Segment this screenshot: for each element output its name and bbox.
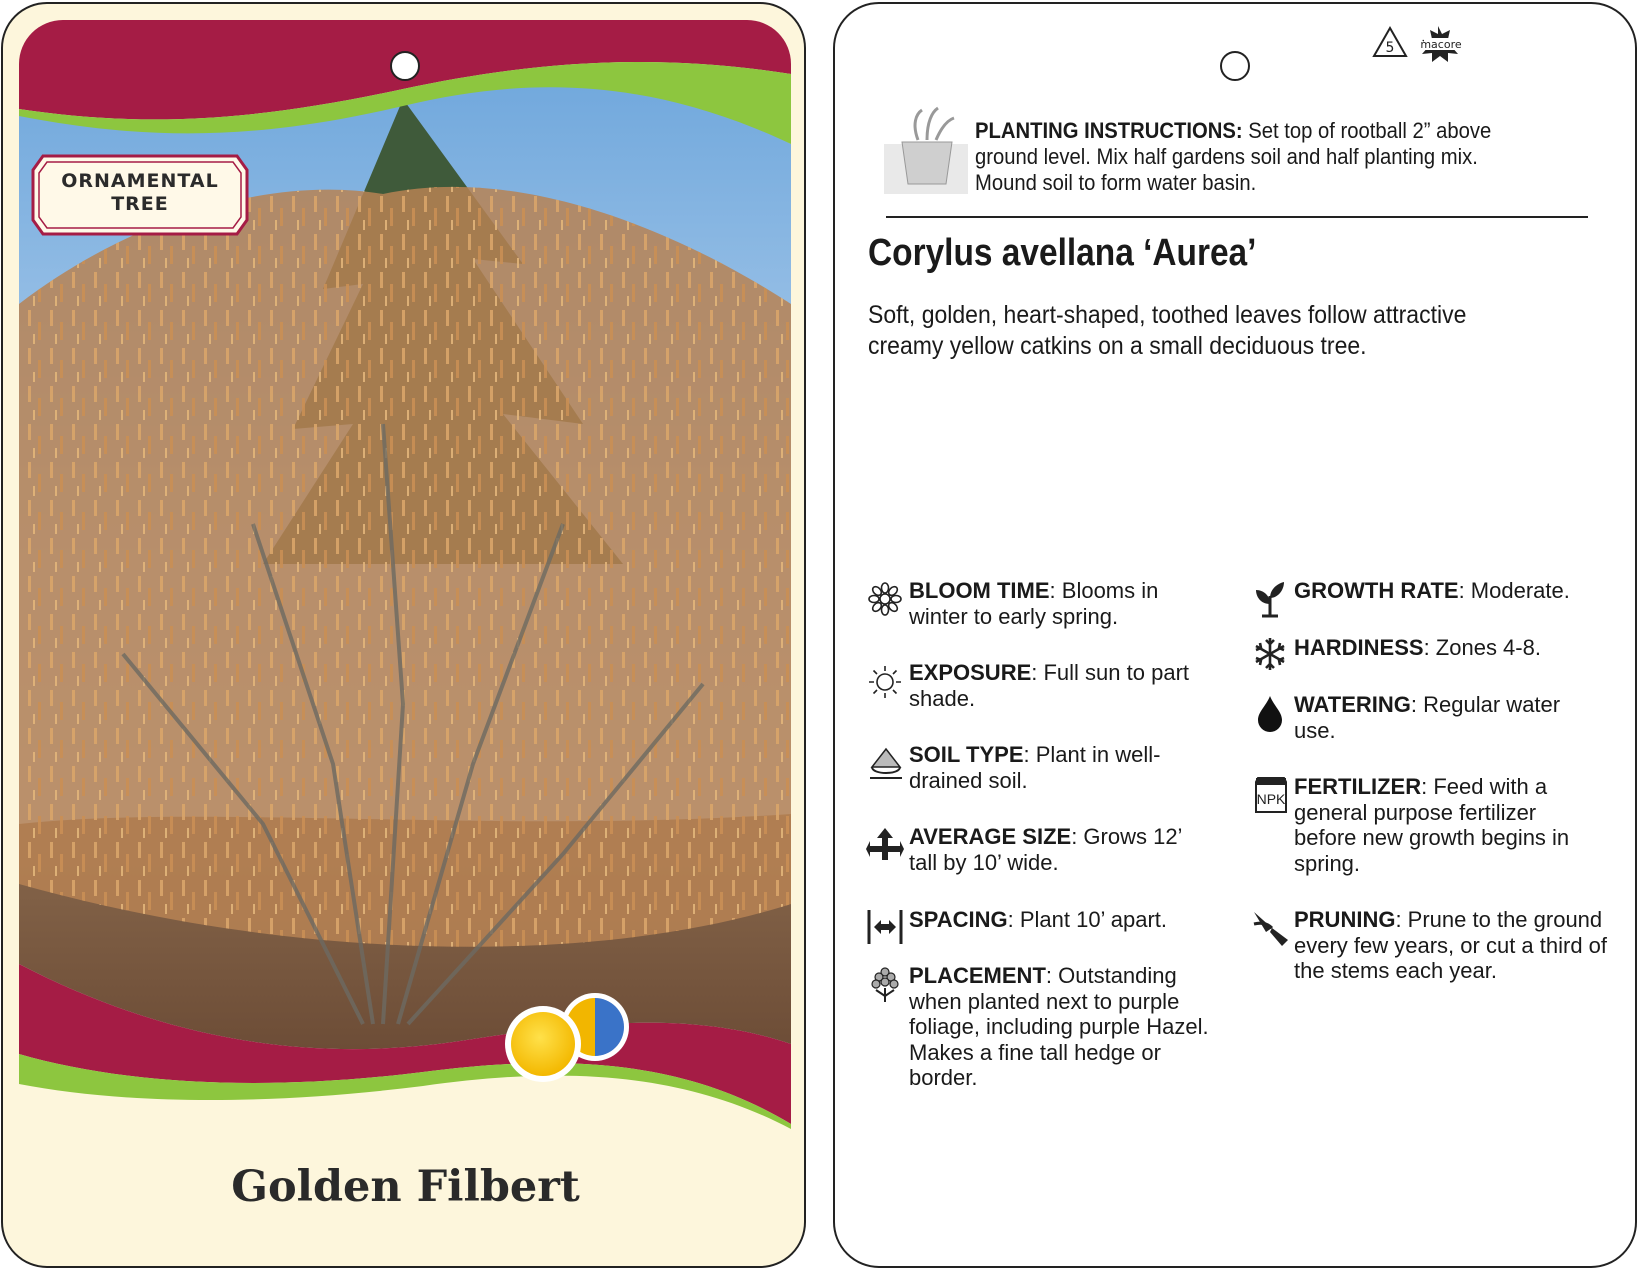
category-label xyxy=(31,170,249,216)
pruning-shears-icon xyxy=(1252,910,1290,948)
water-drop-icon xyxy=(1256,694,1284,732)
attribute-hardiness xyxy=(1294,635,1594,661)
recycle-icon xyxy=(1374,28,1406,56)
sprout-icon xyxy=(1252,580,1288,618)
hang-hole xyxy=(390,51,420,81)
attribute-text: : Blooms in winter to early spring. xyxy=(909,578,1159,629)
attribute-label: HARDINESS xyxy=(1294,635,1424,660)
attribute-label: SOIL TYPE xyxy=(909,742,1024,767)
placement-plant-icon xyxy=(868,966,902,1004)
attribute-text: : Prune to the ground every few years, or cut a third of the stems each year. xyxy=(1294,907,1608,983)
attribute-text: : Regular water use. xyxy=(1294,692,1561,743)
height-width-arrows-icon xyxy=(866,826,904,866)
planting-label: PLANTING INSTRUCTIONS: xyxy=(975,118,1243,143)
planting-pot-icon xyxy=(882,104,972,196)
attribute-average-size xyxy=(909,824,1209,875)
recycle-mark xyxy=(1372,24,1472,64)
attribute-bloom-time xyxy=(909,578,1209,629)
attribute-text: : Grows 12’ tall by 10’ wide. xyxy=(909,824,1182,875)
attribute-text: : Moderate. xyxy=(1458,578,1570,603)
common-name: Golden Filbert xyxy=(231,1162,580,1212)
attribute-growth-rate xyxy=(1294,578,1594,604)
attribute-soil-type xyxy=(909,742,1209,793)
attribute-placement xyxy=(909,963,1219,1091)
planting-instructions xyxy=(975,118,1527,196)
attribute-label: EXPOSURE xyxy=(909,660,1032,685)
full-sun-icon xyxy=(505,1006,581,1082)
attribute-label: PRUNING xyxy=(1294,907,1396,932)
attribute-text: : Plant in well-drained soil. xyxy=(909,742,1161,793)
attribute-watering xyxy=(1294,692,1594,743)
attribute-label: AVERAGE SIZE xyxy=(909,824,1072,849)
attribute-label: PLACEMENT xyxy=(909,963,1046,988)
attribute-label: GROWTH RATE xyxy=(1294,578,1459,603)
attribute-text: : Full sun to part shade. xyxy=(909,660,1190,711)
divider xyxy=(886,216,1588,218)
attribute-pruning xyxy=(1294,907,1614,984)
attribute-text: : Outstanding when planted next to purple foliage, including purple Hazel. Makes a fine tall hedge or border. xyxy=(909,963,1209,1090)
recycle-number: 5 xyxy=(1385,40,1395,56)
soil-mound-icon xyxy=(868,745,904,783)
front-tag xyxy=(1,2,806,1268)
attribute-spacing xyxy=(909,907,1209,933)
botanical-name: Corylus avellana ‘Aurea’ xyxy=(868,232,1257,274)
attribute-label: BLOOM TIME xyxy=(909,578,1050,603)
attribute-text: : Feed with a general purpose fertilizer before new growth begins in spring. xyxy=(1294,774,1570,876)
npk-bag-icon xyxy=(1252,776,1290,814)
npk-label: NPK xyxy=(1256,791,1286,807)
attribute-label: SPACING xyxy=(909,907,1008,932)
snowflake-icon xyxy=(1252,636,1288,672)
sun-outline-icon xyxy=(868,665,902,699)
attribute-text: : Plant 10’ apart. xyxy=(1007,907,1168,932)
attribute-label: WATERING xyxy=(1294,692,1411,717)
attribute-label: FERTILIZER xyxy=(1294,774,1422,799)
brand-name: macore xyxy=(1420,38,1462,51)
hang-hole xyxy=(1220,51,1250,81)
attribute-fertilizer xyxy=(1294,774,1604,876)
brand-logo-icon xyxy=(1420,26,1462,62)
spacing-arrows-icon xyxy=(866,908,904,946)
category-line-1: ORNAMENTAL xyxy=(61,170,219,192)
plant-description: Soft, golden, heart-shaped, toothed leaves follow attractive creamy yellow catkins on a small deciduous tree. xyxy=(868,301,1467,360)
planting-text: Set top of rootball 2” above ground level. Mix half gardens soil and half planting mix. Mound soil to form water basin. xyxy=(975,118,1492,195)
attribute-text: : Zones 4-8. xyxy=(1423,635,1541,660)
category-line-2: TREE xyxy=(111,193,169,215)
flower-icon xyxy=(868,582,902,616)
attribute-exposure xyxy=(909,660,1209,711)
